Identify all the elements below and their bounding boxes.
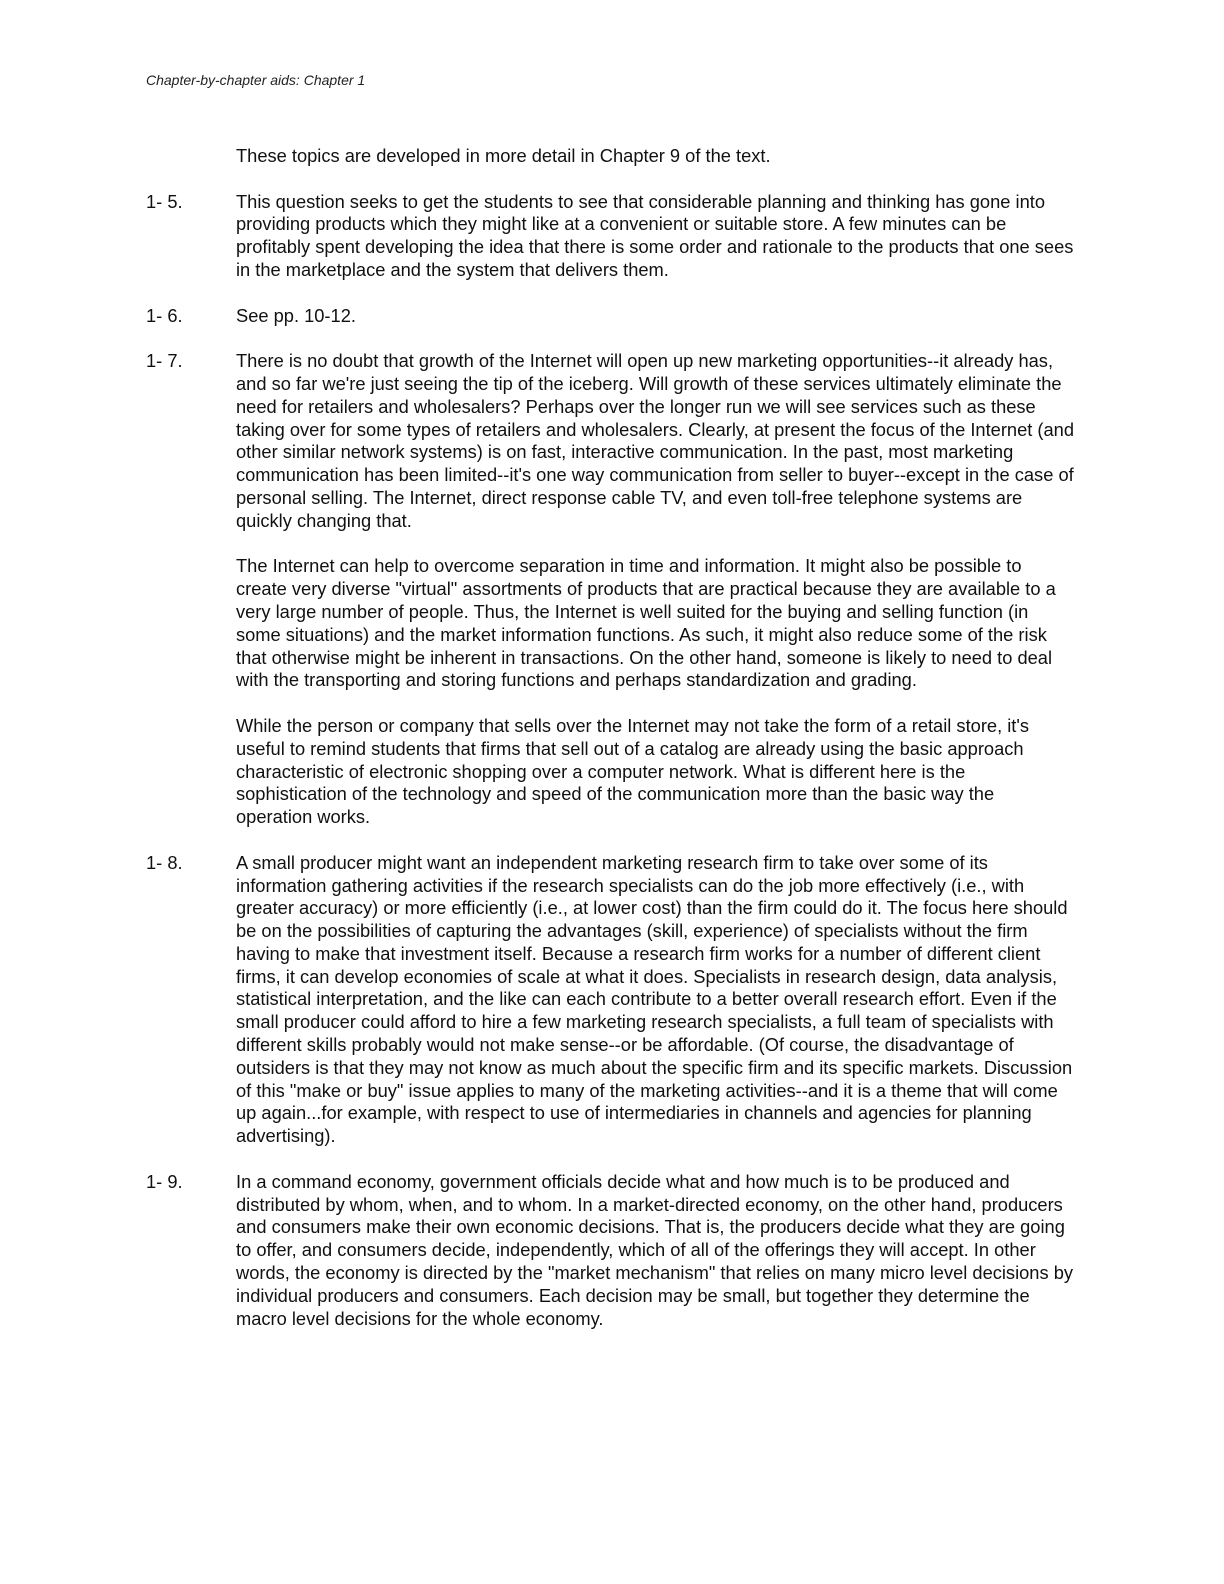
- item-text: A small producer might want an independent marketing research firm to take over some of its information gathering activities if the research specialists can do the job more effectively (i.e., with greater accuracy) or more efficiently (i.e., at lower cost) than the firm could do it. The focus here should be on the possibilities of capturing the advantages (skill, experience) of specialists without the firm having to make that investment itself. Because a research firm works for a number of different client firms, it can develop economies of scale at what it does. Specialists in research design, data analysis, statistical interpretation, and the like can each contribute to a better overall research effort. Even if the small producer could afford to hire a few marketing research specialists, a full team of specialists with different skills probably would not make sense--or be affordable. (Of course, the disadvantage of outsiders is that they may not know as much about the specific firm and its specific markets. Discussion of this "make or buy" issue applies to many of the marketing activities--and it is a theme that will come up again...for example, with respect to use of intermediaries in channels and agencies for planning advertising).: [236, 851, 1073, 1147]
- item-text: There is no doubt that growth of the Internet will open up new marketing opportunities--it already has, and so far we're just seeing the tip of the iceberg. Will growth of these services ultimately eliminate the need for retailers and wholesalers? Perhaps over the longer run we will see services such as these taking over for some types of retailers and wholesalers. Clearly, at present the focus of the Internet (and other similar network systems) is on fast, interactive communication. In the past, most marketing communication has been limited--it's one way communication from seller to buyer--except in the case of personal selling. The Internet, direct response cable TV, and even toll-free telephone systems are quickly changing that.: [236, 350, 1074, 531]
- item-number: 1- 5.: [146, 190, 183, 212]
- item-text: In a command economy, government officials decide what and how much is to be produced and distributed by whom, when, and to whom. In a market-directed economy, on the other hand, producers and consumers make their own economic decisions. That is, the producers decide what they are going to offer, and consumers decide, independently, which of all of the offerings they will accept. In other words, the economy is directed by the "market mechanism" that relies on many micro level decisions by individual producers and consumers. Each decision may be small, but together they determine the macro level decisions for the whole economy.: [236, 1170, 1074, 1329]
- answer-item-1-7-continued: [146, 555, 1076, 692]
- answer-item-1-7-continued: [146, 715, 1076, 829]
- answer-list: [146, 145, 1076, 1353]
- paragraph-text: These topics are developed in more detail in Chapter 9 of the text.: [236, 145, 771, 166]
- paragraph-text: The Internet can help to overcome separation in time and information. It might also be possible to create very diverse "virtual" assortments of products that are practical because they are available to a very large number of people. Thus, the Internet is well suited for the buying and selling function (in some situations) and the market information functions. As such, it might also reduce some of the risk that otherwise might be inherent in transactions. On the other hand, someone is likely to need to deal with the transporting and storing functions and perhaps standardization and grading.: [236, 555, 1056, 691]
- running-header: Chapter-by-chapter aids: Chapter 1: [146, 72, 366, 88]
- item-number: 1- 7.: [146, 350, 183, 372]
- item-number: 1- 8.: [146, 851, 183, 873]
- answer-item-1-6: [146, 305, 1076, 328]
- answer-item-1-7: [146, 350, 1076, 532]
- item-text: This question seeks to get the students to see that considerable planning and thinking has gone into providing products which they might like at a convenient or suitable store. A few minutes can be profitably spent developing the idea that there is some order and rationale to the products that one sees in the marketplace and the system that delivers them.: [236, 190, 1074, 280]
- item-text: See pp. 10-12.: [236, 304, 356, 326]
- paragraph-text: While the person or company that sells over the Internet may not take the form of a retail store, it's useful to remind students that firms that sell out of a catalog are already using the basic approach characteristic of electronic shopping over a computer network. What is different here is the sophistication of the technology and speed of the communication more than the basic way the operation works.: [236, 714, 1030, 828]
- answer-item-1-8: [146, 852, 1076, 1148]
- item-number: 1- 9.: [146, 1170, 183, 1192]
- answer-paragraph: [146, 145, 1076, 168]
- item-number: 1- 6.: [146, 304, 183, 326]
- answer-item-1-5: [146, 191, 1076, 282]
- answer-item-1-9: [146, 1171, 1076, 1331]
